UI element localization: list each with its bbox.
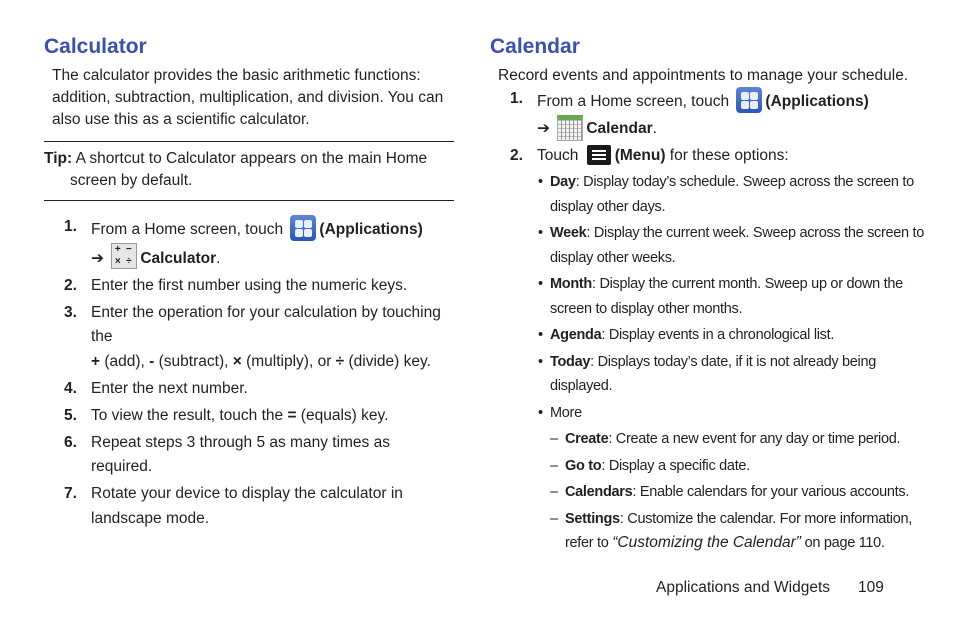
step-text: To view the result, touch the [91, 406, 288, 424]
option-today: • Today: Displays today’s date, if it is not already being displayed. [538, 353, 876, 394]
step-4 [44, 377, 454, 402]
step-2 [490, 144, 930, 169]
more-settings: – Settings: Customize the calendar. For more information, refer to “Customizing the Calendar” on page 110. [550, 510, 912, 551]
option-name: Today [550, 353, 591, 370]
step-2 [44, 274, 454, 299]
add-symbol: + [91, 352, 101, 370]
period: . [652, 119, 657, 137]
step-text: Enter the first number using the numeric keys. [91, 276, 408, 294]
option-desc: : Customize the calendar. For more information, refer to [565, 510, 912, 551]
page-reference: on page 110. [800, 535, 885, 551]
option-name: Calendars [565, 484, 633, 500]
step-text: Enter the next number. [91, 379, 248, 397]
option-week: • Week: Display the current week. Sweep across the screen to display other weeks. [538, 225, 925, 266]
cross-reference-link[interactable]: “Customizing the Calendar” [612, 534, 801, 551]
calculator-section [44, 34, 454, 534]
step-number: 4. [64, 379, 77, 397]
calculator-label: Calculator [140, 249, 217, 267]
more-create: – Create: Create a new event for any day or time period. [550, 431, 901, 447]
option-name: Create [565, 431, 609, 447]
more-goto: – Go to: Display a specific date. [550, 457, 750, 474]
step-number: 2. [64, 276, 77, 294]
step-text: Enter the operation for your calculation by touching the [91, 303, 441, 345]
multiply-symbol: × [232, 352, 242, 370]
calendar-section [490, 34, 930, 558]
step-number: 6. [64, 433, 77, 451]
option-desc: : Create a new event for any day or time period. [608, 431, 901, 447]
step-text: for these options: [665, 146, 789, 164]
step-number: 1. [64, 218, 77, 235]
option-name: Agenda [550, 327, 602, 343]
step-text: (equals) key. [296, 406, 389, 424]
applications-icon [290, 215, 316, 241]
divide-symbol: ÷ [335, 352, 345, 370]
calculator-icon: + − × ÷ [111, 243, 137, 269]
step-number: 2. [510, 146, 523, 164]
calendar-options [490, 170, 930, 425]
step-1 [490, 87, 930, 141]
option-desc: : Display a specific date. [601, 457, 750, 474]
option-name: Go to [565, 457, 602, 474]
page-footer [656, 579, 884, 597]
option-name: Day [550, 174, 576, 190]
applications-label: (Applications) [765, 93, 869, 110]
step-5 [44, 404, 454, 429]
step-text: Rotate your device to display the calculator in landscape mode. [91, 485, 403, 527]
option-day: • Day: Display today’s schedule. Sweep across the screen to display other days. [538, 174, 914, 215]
equals-symbol: = [287, 406, 297, 424]
option-name: Week [550, 225, 587, 241]
option-desc: : Displays today’s date, if it is not already being displayed. [550, 353, 876, 394]
menu-label: (Menu) [614, 146, 666, 164]
page-number: 109 [858, 579, 884, 596]
op-text: (add), [100, 352, 150, 370]
option-name: More [550, 404, 582, 421]
step-number: 5. [64, 406, 77, 424]
calculator-intro: The calculator provides the basic arithmetic functions: addition, subtraction, multiplication, and division. You can also use this as a scientific calculator. [52, 67, 444, 128]
subtract-symbol: - [149, 352, 155, 370]
option-desc: : Display today’s schedule. Sweep across the screen to display other days. [550, 174, 914, 215]
op-text: (subtract), [154, 352, 233, 370]
op-text: (divide) key. [344, 352, 431, 370]
calendar-heading: Calendar [490, 35, 580, 58]
calendar-intro: Record events and appointments to manage your schedule. [498, 67, 909, 84]
period: . [216, 249, 221, 267]
option-desc: : Display the current month. Sweep up or down the screen to display other months. [550, 276, 903, 317]
option-name: Month [550, 276, 592, 292]
step-1 [44, 215, 454, 271]
tip-box [44, 142, 454, 200]
option-desc: : Enable calendars for your various accounts. [632, 484, 910, 500]
option-month: • Month: Display the current month. Sweep up or down the screen to display other months. [538, 276, 903, 317]
tip-text: A shortcut to Calculator appears on the main Home screen by default. [70, 150, 428, 189]
step-text: Touch [537, 146, 579, 164]
step-number: 3. [64, 303, 77, 321]
option-agenda: • Agenda: Display events in a chronological list. [538, 327, 835, 343]
calendar-steps [490, 87, 930, 168]
arrow-icon: ➔ [537, 119, 550, 137]
footer-section-title: Applications and Widgets [656, 579, 831, 596]
divider [44, 200, 454, 201]
applications-icon [736, 87, 762, 113]
step-3 [44, 301, 454, 375]
step-text: Repeat steps 3 through 5 as many times as required. [91, 433, 390, 475]
option-desc: : Display the current week. Sweep across the screen to display other weeks. [550, 225, 925, 266]
op-text: (multiply), or [241, 352, 336, 370]
more-calendars: – Calendars: Enable calendars for your various accounts. [550, 484, 910, 500]
menu-icon [587, 145, 611, 165]
step-number: 7. [64, 485, 77, 502]
more-options [490, 427, 930, 556]
option-desc: : Display events in a chronological list. [601, 327, 835, 343]
tip-label: Tip: [44, 150, 73, 167]
step-number: 1. [510, 90, 523, 107]
option-more: • More [538, 404, 582, 421]
calculator-heading: Calculator [44, 35, 147, 58]
step-text: From a Home screen, touch [91, 221, 284, 238]
calculator-steps [44, 215, 454, 531]
calendar-icon [557, 115, 583, 141]
applications-label: (Applications) [319, 221, 423, 238]
arrow-icon: ➔ [91, 249, 104, 267]
step-text: From a Home screen, touch [537, 93, 730, 110]
option-name: Settings [565, 510, 620, 527]
step-6 [44, 431, 454, 480]
step-7 [44, 482, 454, 531]
calendar-label: Calendar [586, 119, 653, 137]
